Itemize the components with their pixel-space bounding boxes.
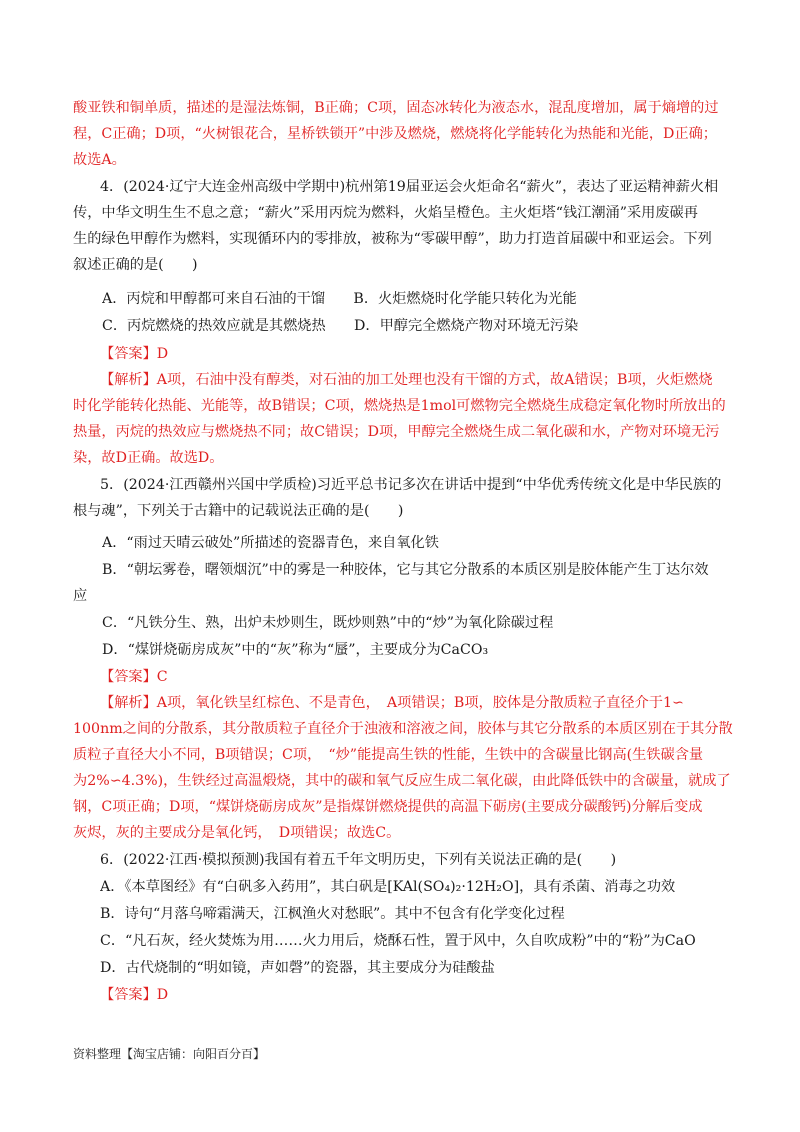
text-line: D．“煤饼烧砺房成灰”中的“灰”称为“蜃”，主要成分为CaCO₃ [102,642,489,658]
text-line: 【答案】D [100,987,169,1003]
text-line: 5．(2024·江西赣州兴国中学质检)习近平总书记多次在讲话中提到“中华优秀传统文化是中华民族的 [100,477,722,493]
text-line: 【答案】C [100,669,168,685]
text-line: 应 [73,588,88,604]
text-line: 灰烬，灰的主要成分是氧化钙， D项错误；故选C。 [73,825,401,841]
text-line: 【解析】A项，石油中没有醇类，对石油的加工处理也没有干馏的方式，故A错误；B项，火炬燃烧 [100,372,713,388]
text-line: 6．(2022·江西·模拟预测)我国有着五千年文明历史，下列有关说法正确的是( ) [100,852,617,868]
text-line: C．“凡铁分生、熟，出炉未炒则生，既炒则熟”中的“炒”为氧化除碳过程 [102,615,554,631]
text-line: A．《本草图经》有“白矾多入药用”，其白矾是[KAl(SO₄)₂·12H₂O]，具有杀菌、消毒之功效 [100,879,676,895]
text-line: A．丙烷和甲醇都可来自石油的干馏 B．火炬燃烧时化学能只转化为光能 [102,291,577,307]
text-line: 100nm之间的分散系，其分散质粒子直径介于浊液和溶液之间，胶体与其它分散系的本质区别在于其分散 [73,721,733,737]
text-line: 【答案】D [100,346,169,362]
text-line: C．丙烷燃烧的热效应就是其燃烧热 D．甲醇完全燃烧产物对环境无污染 [102,318,579,334]
text-line: C．“凡石灰，经火焚炼为用……火力用后，烧酥石性，置于风中，久自吹成粉”中的“粉”为CaO [100,933,696,949]
text-line: 程，C正确；D项，“火树银花合，星桥铁锁开”中涉及燃烧，燃烧将化学能转化为热能和光能，D正确； [73,126,717,142]
text-line: 染，故D正确。故选D。 [73,450,224,466]
text-line: 钢，C项正确；D项，“煤饼烧砺房成灰”是指煤饼燃烧提供的高温下砺房(主要成分碳酸钙)分解后变成 [73,799,703,815]
text-line: 时化学能转化热能、光能等，故B错误；C项，燃烧热是1mol可燃物完全燃烧生成稳定氧化物时所放出的 [73,398,726,414]
text-line: 【解析】A项，氧化铁呈红棕色、不是青色， A项错误；B项，胶体是分散质粒子直径介于1∽ [100,695,684,711]
text-line: D．古代烧制的“明如镜，声如磬”的瓷器，其主要成分为硅酸盐 [100,960,495,976]
text-line: 热量，丙烷的热效应与燃烧热不同；故C错误；D项，甲醇完全燃烧生成二氧化碳和水，产物对环境无污 [73,424,720,440]
text-line: 生的绿色甲醇作为燃料，实现循环内的零排放，被称为“零碳甲醇”，助力打造首届碳中和亚运会。下列 [73,231,712,247]
text-line: 根与魂”，下列关于古籍中的记载说法正确的是( ) [73,503,404,519]
text-line: 故选A。 [73,152,126,168]
text-line: 质粒子直径大小不同，B项错误；C项， “炒”能提高生铁的性能，生铁中的含碳量比钢高(生铁碳含量 [73,747,704,763]
text-line: 酸亚铁和铜单质，描述的是湿法炼铜，B正确；C项，固态冰转化为液态水，混乱度增加，属于熵增的过 [73,100,719,116]
text-line: B．诗句“月落乌啼霜满天，江枫渔火对愁眠”。其中不包含有化学变化过程 [100,906,565,922]
text-line: 为2%∽4.3%)，生铁经过高温煅烧，其中的碳和氧气反应生成二氧化碳，由此降低铁中的含碳量，就成了 [73,773,731,789]
footer-text: 资料整理【淘宝店铺：向阳百分百】 [73,1047,266,1061]
text-line: 叙述正确的是( ) [73,257,198,273]
text-line: 4．(2024·辽宁大连金州高级中学期中)杭州第19届亚运会火炬命名“薪火”，表达了亚运精神薪火相 [100,179,719,195]
text-line: B．“朝坛雾卷，曙领烟沉”中的雾是一种胶体，它与其它分散系的本质区别是胶体能产生丁达尔效 [102,562,709,578]
text-line: A．“雨过天晴云破处”所描述的瓷器青色，来自氧化铁 [102,535,439,551]
text-line: 传，中华文明生生不息之意；“薪火”采用丙烷为燃料，火焰呈橙色。主火炬塔“钱江潮涌”采用废碳再 [73,205,698,221]
